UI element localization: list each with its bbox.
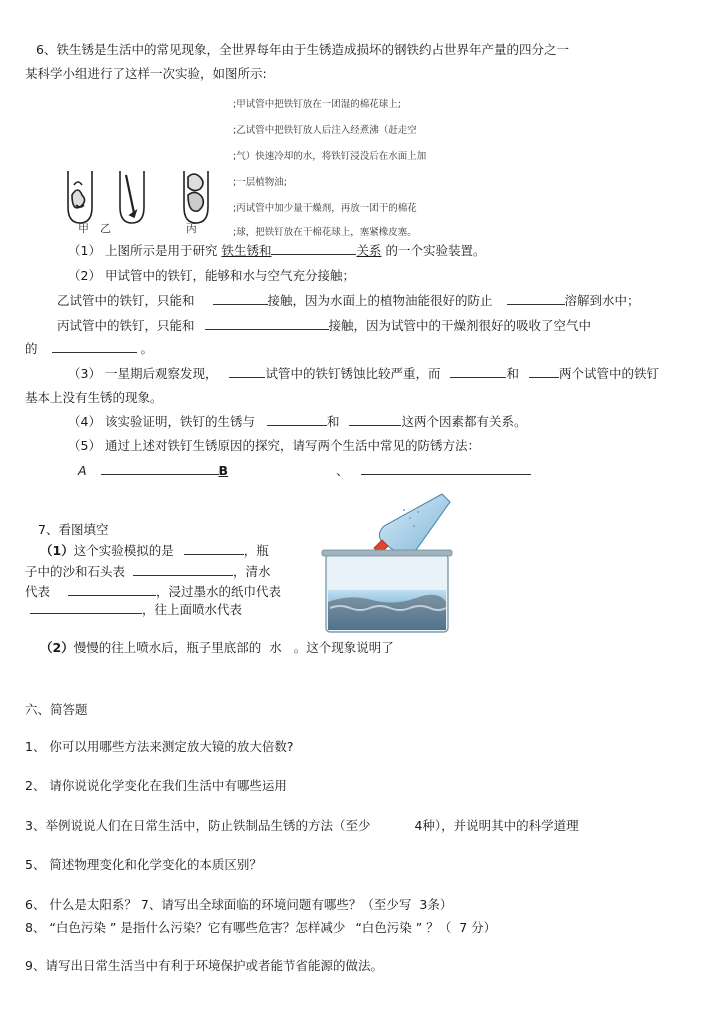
blank[interactable] bbox=[101, 463, 219, 475]
q7-part1-line4: ，往上面喷水代表 bbox=[30, 602, 242, 618]
blank[interactable] bbox=[52, 341, 137, 353]
q6-desc-line: ;球，把铁钉放在干棉花球上，塞紧橡皮塞。 bbox=[233, 227, 417, 238]
q6-desc-line: ;乙试管中把铁钉放人后注入经煮沸（赶走空 bbox=[233, 125, 417, 136]
part-number: （4） bbox=[68, 414, 101, 429]
tube-label-yi: 乙 bbox=[100, 222, 111, 235]
q6-part5: （5） 通过上述对铁钉生锈原因的探究，请写两个生活中常见的防锈方法： bbox=[68, 438, 480, 453]
blank[interactable] bbox=[30, 602, 142, 614]
blank[interactable] bbox=[349, 414, 401, 426]
blank[interactable] bbox=[205, 318, 329, 330]
q6-intro-line1: 6、铁生锈是生活中的常见现象，全世界每年由于生锈造成损坏的钢铁约占世界年产量的四分之一 bbox=[36, 42, 569, 57]
spray-bottle-icon bbox=[374, 494, 450, 555]
blank[interactable] bbox=[68, 584, 156, 596]
section6-title: 六、简答题 bbox=[25, 702, 88, 717]
part-number: （1） bbox=[68, 243, 101, 258]
q7-part2: （2）慢慢的往上喷水后，瓶子里底部的 水 。这个现象说明了 bbox=[40, 640, 394, 655]
blank[interactable] bbox=[267, 414, 327, 426]
q6-intro-line2: 某科学小组进行了这样一次实验，如图所示: bbox=[25, 66, 267, 81]
blank[interactable] bbox=[213, 293, 268, 305]
q6-part4: （4） 该实验证明，铁钉的生锈与 和 这两个因素都有关系。 bbox=[68, 414, 527, 429]
q6-part1: （1） 上图所示是用于研究 铁生锈和 关系 的一个实验装置。 bbox=[68, 243, 486, 258]
q6-desc-line: ;一层植物油; bbox=[233, 177, 287, 188]
q6-part3-tail: 基本上没有生锈的现象。 bbox=[25, 390, 163, 405]
blank[interactable] bbox=[529, 366, 559, 378]
blank[interactable] bbox=[507, 293, 565, 305]
q6-part5-answers: A B 、 bbox=[78, 463, 531, 479]
water-tank-icon bbox=[322, 550, 452, 632]
test-tube-yi-icon bbox=[120, 171, 144, 223]
tube-label-jia: 甲 bbox=[78, 222, 89, 235]
blank[interactable] bbox=[450, 366, 506, 378]
q6-part2-bing: 丙试管中的铁钉，只能和 接触，因为试管中的干燥剂很好的吸收了空气中 bbox=[57, 318, 592, 333]
short-answer-q2: 2、 请你说说化学变化在我们生活中有哪些运用 bbox=[25, 778, 287, 793]
q7-title: 7、看图填空 bbox=[38, 522, 109, 537]
test-tube-jia-icon bbox=[68, 171, 92, 223]
blank[interactable] bbox=[229, 366, 265, 378]
short-answer-q5: 5、 简述物理变化和化学变化的本质区别？ bbox=[25, 857, 262, 872]
short-answer-q3: 3、举例说说人们在日常生活中，防止铁制品生锈的方法（至少 4种），并说明其中的科学道理 bbox=[25, 818, 579, 833]
q7-part1-line3: 代表 ，浸过墨水的纸巾代表 bbox=[25, 584, 282, 599]
q6-desc-line: ;甲试管中把铁钉放在一团湿的棉花球上; bbox=[233, 99, 401, 110]
q7-part1-line2: 子中的沙和石头表 ，清水 bbox=[25, 564, 271, 579]
q6-part2-yi: 乙试管中的铁钉，只能和 接触，因为水面上的植物油能很好的防止 溶解到水中； bbox=[57, 293, 640, 308]
short-answer-q1: 1、 你可以用哪些方法来测定放大镜的放大倍数? bbox=[25, 739, 294, 754]
test-tube-bing-icon bbox=[184, 171, 208, 223]
q6-part2: （2） 甲试管中的铁钉，能够和水与空气充分接触； bbox=[68, 268, 355, 283]
part-number: （5） bbox=[68, 438, 101, 453]
short-answer-q8: 8、 “白色污染 ” 是指什么污染？它有哪些危害？怎样减少 “白色污染 ” ？（ 7 分） bbox=[25, 920, 497, 935]
blank[interactable] bbox=[133, 564, 233, 576]
q6-part2-tail: 的 。 bbox=[25, 341, 153, 356]
answer-underline: 铁生锈和 bbox=[221, 243, 272, 258]
part-number: （2） bbox=[68, 268, 101, 283]
q6-desc-line: ;丙试管中加少量干燥剂，再放一团干的棉花 bbox=[233, 203, 417, 214]
part-number: （3） bbox=[68, 366, 101, 381]
short-answer-q6-q7: 6、 什么是太阳系？ 7、请写出全球面临的环境问题有哪些？（至少写 3条） bbox=[25, 897, 453, 912]
tube-label-bing: 丙 bbox=[186, 222, 197, 235]
rain-simulation-figure bbox=[320, 490, 460, 635]
q7-part1-line1: （1）这个实验模拟的是 ，瓶 bbox=[40, 543, 269, 558]
q6-part3: （3） 一星期后观察发现， 试管中的铁钉锈蚀比较严重，而 和 两个试管中的铁钉 bbox=[68, 366, 659, 381]
blank[interactable] bbox=[271, 243, 356, 255]
blank[interactable] bbox=[184, 543, 244, 555]
q6-desc-line: ;气）快速冷却的水，将铁钉浸没后在水面上加 bbox=[233, 151, 427, 162]
short-answer-q9: 9、请写出日常生活当中有利于环境保护或者能节省能源的做法。 bbox=[25, 958, 383, 973]
blank[interactable] bbox=[361, 463, 531, 475]
